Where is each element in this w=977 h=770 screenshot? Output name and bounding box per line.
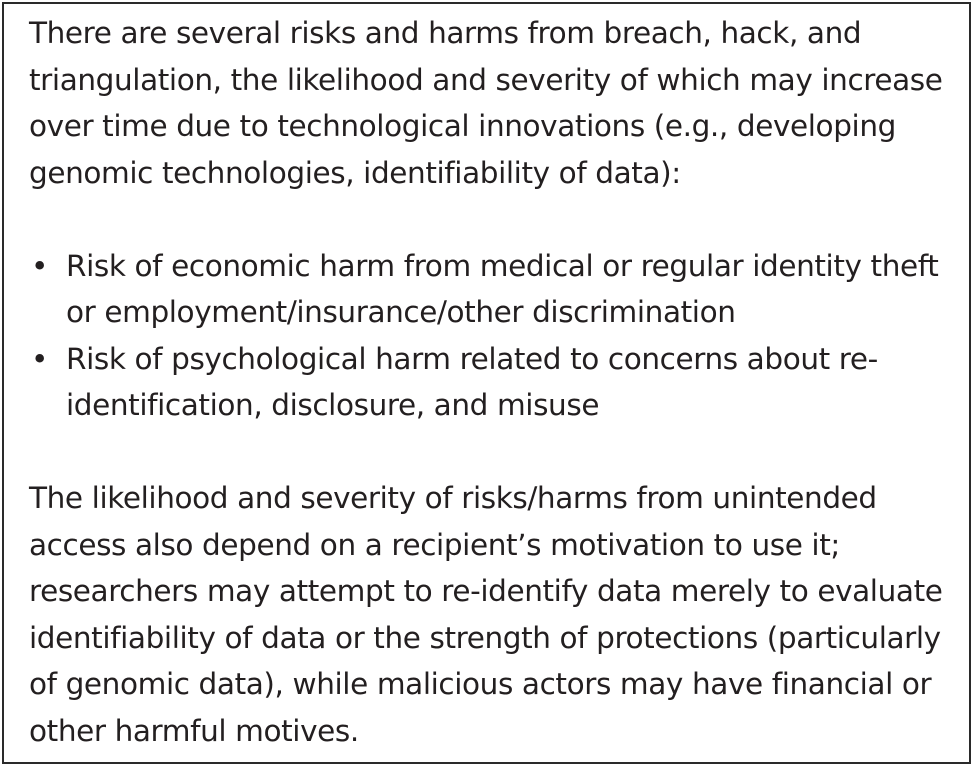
- closing-paragraph: The likelihood and severity of risks/harms from unintended access also depend on a recipient’s motivation to use it; researchers may attempt to re-identify data merely to evaluate identifiability of data or the strength of protections (particularly of genomic data), while malicious actors may have financial or other harmful motives.: [29, 481, 943, 748]
- bullet-icon: •: [31, 248, 49, 283]
- text-box: [2, 2, 971, 764]
- paragraph-spacer: [29, 196, 959, 243]
- bullet-icon: •: [31, 341, 49, 376]
- list-item-text: Risk of economic harm from medical or regular identity theft or employment/insurance/other discrimination: [66, 248, 939, 329]
- intro-paragraph: There are several risks and harms from breach, hack, and triangulation, the likelihood and severity of which may increase over time due to technological innovations (e.g., developing genomic technologies, identifiability of data):: [29, 16, 943, 190]
- list-item: [29, 336, 959, 429]
- list-item: [29, 243, 959, 336]
- paragraph-spacer: [29, 429, 959, 476]
- list-item-text: Risk of psychological harm related to concerns about re-identification, disclosure, and misuse: [66, 341, 878, 422]
- risk-list: [29, 243, 959, 429]
